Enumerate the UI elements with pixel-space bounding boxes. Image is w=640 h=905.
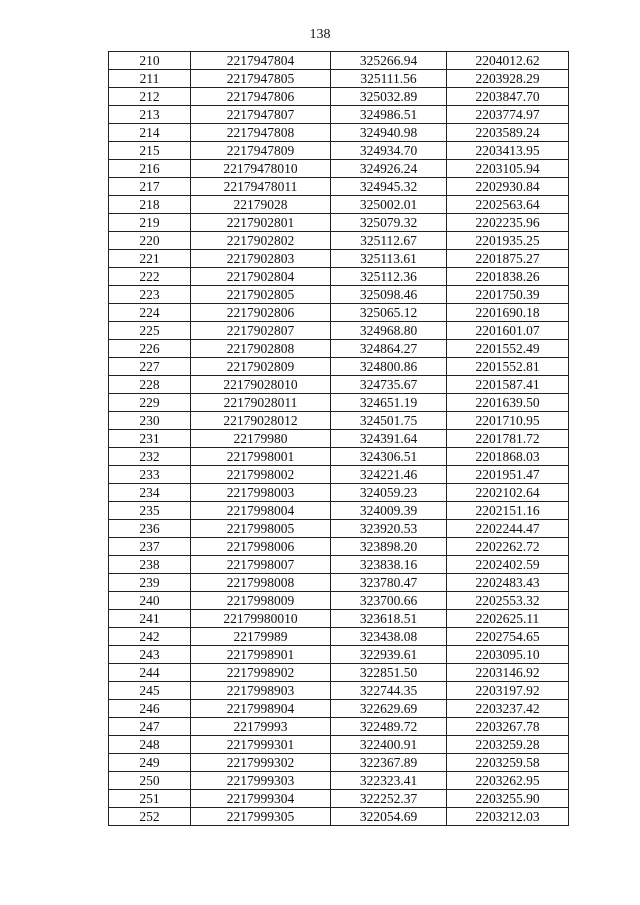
y-coordinate-cell: 2202262.72 <box>447 538 569 556</box>
table-row <box>109 124 569 142</box>
point-number-cell: 241 <box>109 610 191 628</box>
y-coordinate-cell: 2203589.24 <box>447 124 569 142</box>
point-code-cell: 2217902807 <box>191 322 331 340</box>
x-coordinate-cell: 325266.94 <box>331 52 447 70</box>
point-number-cell: 231 <box>109 430 191 448</box>
y-coordinate-cell: 2202563.64 <box>447 196 569 214</box>
y-coordinate-cell: 2203095.10 <box>447 646 569 664</box>
table-row <box>109 52 569 70</box>
x-coordinate-cell: 325111.56 <box>331 70 447 88</box>
table-row <box>109 232 569 250</box>
table-row <box>109 556 569 574</box>
table-row <box>109 340 569 358</box>
point-code-cell: 2217999304 <box>191 790 331 808</box>
table-row <box>109 682 569 700</box>
point-number-cell: 222 <box>109 268 191 286</box>
point-code-cell: 22179980010 <box>191 610 331 628</box>
table-row <box>109 718 569 736</box>
table-row <box>109 178 569 196</box>
y-coordinate-cell: 2201868.03 <box>447 448 569 466</box>
x-coordinate-cell: 325032.89 <box>331 88 447 106</box>
x-coordinate-cell: 324501.75 <box>331 412 447 430</box>
point-number-cell: 223 <box>109 286 191 304</box>
point-code-cell: 22179028012 <box>191 412 331 430</box>
x-coordinate-cell: 324306.51 <box>331 448 447 466</box>
y-coordinate-cell: 2202102.64 <box>447 484 569 502</box>
point-number-cell: 236 <box>109 520 191 538</box>
y-coordinate-cell: 2201601.07 <box>447 322 569 340</box>
point-code-cell: 2217999302 <box>191 754 331 772</box>
table-row <box>109 88 569 106</box>
x-coordinate-cell: 325065.12 <box>331 304 447 322</box>
point-number-cell: 233 <box>109 466 191 484</box>
y-coordinate-cell: 2201750.39 <box>447 286 569 304</box>
y-coordinate-cell: 2201639.50 <box>447 394 569 412</box>
point-code-cell: 22179478011 <box>191 178 331 196</box>
point-number-cell: 216 <box>109 160 191 178</box>
x-coordinate-cell: 325098.46 <box>331 286 447 304</box>
x-coordinate-cell: 324800.86 <box>331 358 447 376</box>
point-number-cell: 219 <box>109 214 191 232</box>
point-number-cell: 224 <box>109 304 191 322</box>
x-coordinate-cell: 323700.66 <box>331 592 447 610</box>
point-number-cell: 240 <box>109 592 191 610</box>
table-row <box>109 430 569 448</box>
y-coordinate-cell: 2201951.47 <box>447 466 569 484</box>
point-number-cell: 221 <box>109 250 191 268</box>
point-number-cell: 227 <box>109 358 191 376</box>
point-code-cell: 22179478010 <box>191 160 331 178</box>
point-code-cell: 2217998901 <box>191 646 331 664</box>
point-code-cell: 2217998007 <box>191 556 331 574</box>
y-coordinate-cell: 2203255.90 <box>447 790 569 808</box>
x-coordinate-cell: 322054.69 <box>331 808 447 826</box>
point-number-cell: 237 <box>109 538 191 556</box>
x-coordinate-cell: 324945.32 <box>331 178 447 196</box>
x-coordinate-cell: 324651.19 <box>331 394 447 412</box>
table-row <box>109 358 569 376</box>
x-coordinate-cell: 322367.89 <box>331 754 447 772</box>
x-coordinate-cell: 323618.51 <box>331 610 447 628</box>
point-code-cell: 2217999305 <box>191 808 331 826</box>
y-coordinate-cell: 2201781.72 <box>447 430 569 448</box>
point-code-cell: 2217902804 <box>191 268 331 286</box>
point-number-cell: 218 <box>109 196 191 214</box>
point-number-cell: 247 <box>109 718 191 736</box>
y-coordinate-cell: 2203259.58 <box>447 754 569 772</box>
x-coordinate-cell: 324221.46 <box>331 466 447 484</box>
point-number-cell: 226 <box>109 340 191 358</box>
point-code-cell: 2217902806 <box>191 304 331 322</box>
x-coordinate-cell: 322744.35 <box>331 682 447 700</box>
table-row <box>109 592 569 610</box>
y-coordinate-cell: 2201838.26 <box>447 268 569 286</box>
point-code-cell: 2217947806 <box>191 88 331 106</box>
y-coordinate-cell: 2203237.42 <box>447 700 569 718</box>
point-code-cell: 2217998004 <box>191 502 331 520</box>
x-coordinate-cell: 324934.70 <box>331 142 447 160</box>
point-number-cell: 232 <box>109 448 191 466</box>
table-row <box>109 448 569 466</box>
point-number-cell: 228 <box>109 376 191 394</box>
point-number-cell: 252 <box>109 808 191 826</box>
table-row <box>109 376 569 394</box>
y-coordinate-cell: 2202483.43 <box>447 574 569 592</box>
y-coordinate-cell: 2203847.70 <box>447 88 569 106</box>
y-coordinate-cell: 2202553.32 <box>447 592 569 610</box>
y-coordinate-cell: 2201552.81 <box>447 358 569 376</box>
point-number-cell: 234 <box>109 484 191 502</box>
y-coordinate-cell: 2201587.41 <box>447 376 569 394</box>
x-coordinate-cell: 324009.39 <box>331 502 447 520</box>
table-row <box>109 412 569 430</box>
point-number-cell: 245 <box>109 682 191 700</box>
y-coordinate-cell: 2203146.92 <box>447 664 569 682</box>
y-coordinate-cell: 2203105.94 <box>447 160 569 178</box>
point-number-cell: 229 <box>109 394 191 412</box>
point-code-cell: 2217998008 <box>191 574 331 592</box>
point-code-cell: 22179993 <box>191 718 331 736</box>
point-code-cell: 2217999301 <box>191 736 331 754</box>
point-number-cell: 230 <box>109 412 191 430</box>
y-coordinate-cell: 2203212.03 <box>447 808 569 826</box>
point-number-cell: 225 <box>109 322 191 340</box>
point-number-cell: 215 <box>109 142 191 160</box>
table-row <box>109 736 569 754</box>
point-code-cell: 2217998009 <box>191 592 331 610</box>
x-coordinate-cell: 325112.67 <box>331 232 447 250</box>
point-code-cell: 2217902809 <box>191 358 331 376</box>
y-coordinate-cell: 2201690.18 <box>447 304 569 322</box>
x-coordinate-cell: 322323.41 <box>331 772 447 790</box>
y-coordinate-cell: 2201552.49 <box>447 340 569 358</box>
point-number-cell: 250 <box>109 772 191 790</box>
point-code-cell: 2217998903 <box>191 682 331 700</box>
table-row <box>109 754 569 772</box>
point-code-cell: 22179980 <box>191 430 331 448</box>
point-code-cell: 2217999303 <box>191 772 331 790</box>
x-coordinate-cell: 324986.51 <box>331 106 447 124</box>
point-code-cell: 2217902808 <box>191 340 331 358</box>
point-code-cell: 2217947805 <box>191 70 331 88</box>
table-row <box>109 70 569 88</box>
x-coordinate-cell: 325002.01 <box>331 196 447 214</box>
point-code-cell: 2217902801 <box>191 214 331 232</box>
point-code-cell: 2217947807 <box>191 106 331 124</box>
point-number-cell: 238 <box>109 556 191 574</box>
point-code-cell: 2217998003 <box>191 484 331 502</box>
x-coordinate-cell: 322851.50 <box>331 664 447 682</box>
x-coordinate-cell: 324391.64 <box>331 430 447 448</box>
x-coordinate-cell: 322629.69 <box>331 700 447 718</box>
x-coordinate-cell: 323920.53 <box>331 520 447 538</box>
x-coordinate-cell: 323898.20 <box>331 538 447 556</box>
point-code-cell: 2217947808 <box>191 124 331 142</box>
y-coordinate-cell: 2201875.27 <box>447 250 569 268</box>
table-row <box>109 574 569 592</box>
y-coordinate-cell: 2202235.96 <box>447 214 569 232</box>
table-row <box>109 790 569 808</box>
x-coordinate-cell: 325112.36 <box>331 268 447 286</box>
point-code-cell: 2217998006 <box>191 538 331 556</box>
point-code-cell: 22179028 <box>191 196 331 214</box>
y-coordinate-cell: 2204012.62 <box>447 52 569 70</box>
y-coordinate-cell: 2203197.92 <box>447 682 569 700</box>
y-coordinate-cell: 2203413.95 <box>447 142 569 160</box>
point-number-cell: 220 <box>109 232 191 250</box>
x-coordinate-cell: 324926.24 <box>331 160 447 178</box>
x-coordinate-cell: 324059.23 <box>331 484 447 502</box>
table-row <box>109 610 569 628</box>
table-row <box>109 250 569 268</box>
y-coordinate-cell: 2203928.29 <box>447 70 569 88</box>
y-coordinate-cell: 2203262.95 <box>447 772 569 790</box>
y-coordinate-cell: 2201710.95 <box>447 412 569 430</box>
y-coordinate-cell: 2202244.47 <box>447 520 569 538</box>
point-number-cell: 213 <box>109 106 191 124</box>
coordinates-table-body <box>109 52 569 826</box>
table-row <box>109 196 569 214</box>
table-row <box>109 394 569 412</box>
x-coordinate-cell: 324940.98 <box>331 124 447 142</box>
table-row <box>109 286 569 304</box>
table-row <box>109 142 569 160</box>
point-number-cell: 210 <box>109 52 191 70</box>
coordinates-table <box>108 51 569 826</box>
point-code-cell: 2217998005 <box>191 520 331 538</box>
table-row <box>109 772 569 790</box>
point-code-cell: 2217947804 <box>191 52 331 70</box>
y-coordinate-cell: 2203267.78 <box>447 718 569 736</box>
x-coordinate-cell: 322939.61 <box>331 646 447 664</box>
y-coordinate-cell: 2202402.59 <box>447 556 569 574</box>
point-code-cell: 22179028011 <box>191 394 331 412</box>
x-coordinate-cell: 324968.80 <box>331 322 447 340</box>
table-row <box>109 502 569 520</box>
point-number-cell: 246 <box>109 700 191 718</box>
y-coordinate-cell: 2202754.65 <box>447 628 569 646</box>
point-number-cell: 242 <box>109 628 191 646</box>
table-row <box>109 628 569 646</box>
x-coordinate-cell: 323438.08 <box>331 628 447 646</box>
y-coordinate-cell: 2202625.11 <box>447 610 569 628</box>
point-number-cell: 243 <box>109 646 191 664</box>
point-code-cell: 2217947809 <box>191 142 331 160</box>
point-number-cell: 251 <box>109 790 191 808</box>
point-number-cell: 249 <box>109 754 191 772</box>
point-number-cell: 244 <box>109 664 191 682</box>
y-coordinate-cell: 2202151.16 <box>447 502 569 520</box>
table-row <box>109 106 569 124</box>
y-coordinate-cell: 2203774.97 <box>447 106 569 124</box>
point-code-cell: 2217902803 <box>191 250 331 268</box>
x-coordinate-cell: 322252.37 <box>331 790 447 808</box>
table-row <box>109 304 569 322</box>
x-coordinate-cell: 322400.91 <box>331 736 447 754</box>
point-code-cell: 2217998002 <box>191 466 331 484</box>
page-number: 138 <box>309 27 331 42</box>
point-number-cell: 217 <box>109 178 191 196</box>
x-coordinate-cell: 325079.32 <box>331 214 447 232</box>
x-coordinate-cell: 323838.16 <box>331 556 447 574</box>
x-coordinate-cell: 324864.27 <box>331 340 447 358</box>
table-row <box>109 664 569 682</box>
x-coordinate-cell: 325113.61 <box>331 250 447 268</box>
table-row <box>109 322 569 340</box>
point-number-cell: 248 <box>109 736 191 754</box>
table-row <box>109 520 569 538</box>
table-row <box>109 466 569 484</box>
x-coordinate-cell: 324735.67 <box>331 376 447 394</box>
point-code-cell: 22179028010 <box>191 376 331 394</box>
table-row <box>109 538 569 556</box>
x-coordinate-cell: 323780.47 <box>331 574 447 592</box>
y-coordinate-cell: 2201935.25 <box>447 232 569 250</box>
point-code-cell: 2217998904 <box>191 700 331 718</box>
table-row <box>109 700 569 718</box>
point-number-cell: 211 <box>109 70 191 88</box>
y-coordinate-cell: 2203259.28 <box>447 736 569 754</box>
point-number-cell: 212 <box>109 88 191 106</box>
point-code-cell: 22179989 <box>191 628 331 646</box>
point-code-cell: 2217998001 <box>191 448 331 466</box>
table-row <box>109 214 569 232</box>
table-row <box>109 808 569 826</box>
table-row <box>109 646 569 664</box>
x-coordinate-cell: 322489.72 <box>331 718 447 736</box>
table-row <box>109 160 569 178</box>
table-row <box>109 268 569 286</box>
y-coordinate-cell: 2202930.84 <box>447 178 569 196</box>
point-number-cell: 214 <box>109 124 191 142</box>
table-row <box>109 484 569 502</box>
point-number-cell: 239 <box>109 574 191 592</box>
point-code-cell: 2217998902 <box>191 664 331 682</box>
point-code-cell: 2217902802 <box>191 232 331 250</box>
point-code-cell: 2217902805 <box>191 286 331 304</box>
point-number-cell: 235 <box>109 502 191 520</box>
